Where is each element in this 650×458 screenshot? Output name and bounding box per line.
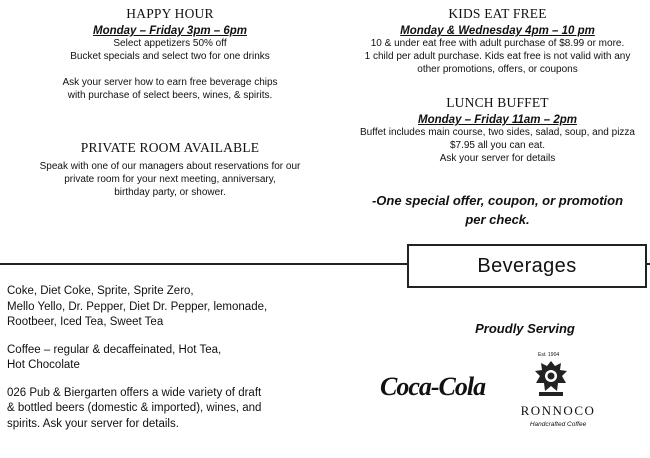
beverages-list: [7, 284, 347, 444]
hot-drinks-paragraph: [7, 343, 347, 374]
lunch-schedule: Monday – Friday 11am – 2pm: [418, 114, 577, 126]
kids-eat-free-section: [345, 6, 650, 76]
coca-cola-logo: Coca-Cola: [380, 372, 486, 401]
happy-hour-schedule: Monday – Friday 3pm – 6pm: [92, 25, 247, 37]
private-room-title: PRIVATE ROOM AVAILABLE: [80, 140, 260, 155]
ronnoco-tagline: Handcrafted Coffee: [529, 421, 587, 428]
happy-hour-line: with purchase of select beers, wines, & spirits.: [67, 90, 273, 101]
happy-hour-title: HAPPY HOUR: [126, 6, 214, 21]
happy-hour-spacer: [0, 63, 340, 76]
kids-line: 1 child per adult purchase. Kids eat free is not valid with any: [364, 51, 631, 62]
lunch-line: Ask your server for details: [439, 153, 556, 164]
private-room-line: Speak with one of our managers about reservations for our: [39, 161, 301, 172]
beverage-line: Coke, Diet Coke, Sprite, Sprite Zero,: [7, 285, 194, 297]
beverage-line: spirits. Ask your server for details.: [7, 417, 179, 430]
ronnoco-est-label: Est. 1904: [538, 352, 560, 358]
beverage-line: Coffee – regular & decaffeinated, Hot Tea,: [7, 343, 222, 356]
private-room-line: private room for your next meeting, anniversary,: [64, 174, 276, 185]
ronnoco-logo-name: RONNOCO: [520, 403, 596, 418]
beverage-line: Hot Chocolate: [7, 359, 80, 371]
soft-drinks-paragraph: [7, 284, 347, 331]
kids-schedule: Monday & Wednesday 4pm – 10 pm: [400, 25, 595, 37]
alcohol-paragraph: [7, 386, 347, 433]
private-room-line: birthday party, or shower.: [114, 187, 226, 198]
happy-hour-line: Bucket specials and select two for one drinks: [70, 51, 270, 62]
happy-hour-line: Select appetizers 50% off: [113, 38, 227, 49]
lunch-title: LUNCH BUFFET: [446, 95, 549, 110]
lunch-line: $7.95 all you can eat.: [449, 140, 546, 151]
kids-line: 10 & under eat free with adult purchase of $8.99 or more.: [370, 38, 625, 49]
lunch-buffet-section: [345, 95, 650, 165]
beverage-line: Rootbeer, Iced Tea, Sweet Tea: [7, 316, 164, 328]
beverage-line: & bottled beers (domestic & imported), wines, and: [7, 402, 262, 414]
special-offer-line: -One special offer, coupon, or promotion: [371, 193, 624, 208]
proudly-serving-label: Proudly Serving: [475, 321, 575, 336]
lunch-line: Buffet includes main course, two sides, salad, soup, and pizza: [360, 127, 635, 138]
happy-hour-section: [0, 6, 340, 102]
ronnoco-crest-icon: [531, 357, 571, 399]
special-offer-line: per check.: [465, 212, 530, 227]
private-room-section: [0, 140, 340, 199]
special-offer-note: [345, 191, 650, 229]
beverage-line: 026 Pub & Biergarten offers a wide variety of draft: [7, 386, 262, 399]
kids-line: other promotions, offers, or coupons: [417, 64, 578, 75]
happy-hour-line: Ask your server how to earn free beverage chips: [62, 77, 278, 88]
beverages-title: Beverages: [477, 254, 577, 277]
beverages-header-box: [407, 244, 647, 288]
kids-title: KIDS EAT FREE: [448, 6, 547, 21]
beverage-line: Mello Yello, Dr. Pepper, Diet Dr. Pepper, lemonade,: [7, 300, 268, 313]
